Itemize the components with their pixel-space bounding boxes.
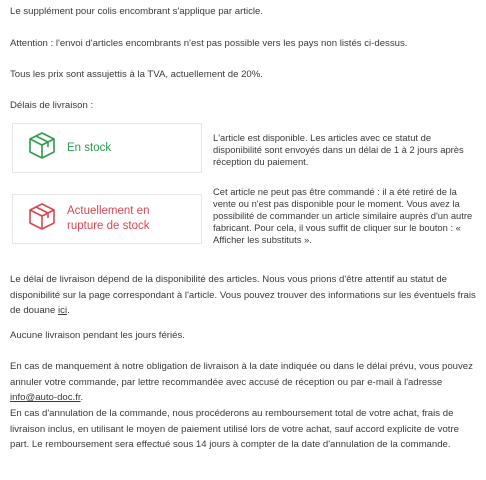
text-no-holidays: Aucune livraison pendant les jours fériés. [10,330,185,341]
status-desc-in-stock: L'article est disponible. Les articles avec ce statut de disponibilité sont envoyés dans un délai de 1 à 2 jours après réception du paiement. [213,132,464,167]
text-cancellation: En cas de manquement à notre obligation de livraison à la date indiquée ou dans le délai prévu, vous pouvez annuler votre commande, par lettre recommandée avec accusé de réception ou par e-mail à l'adresse info@auto-doc.fr. [10,361,473,403]
status-in-stock-box [12,123,202,173]
email-link[interactable]: info@auto-doc.fr [10,392,81,403]
box-icon [27,201,57,237]
text-delivery-times-heading: Délais de livraison : [10,100,94,111]
status-desc-out-of-stock: Cet article ne peut pas être commandé : il a été retiré de la vente ou n'est pas disponible pour le moment. Vous avez la possibilité de commander un article similaire auprès d'un autre fabricant. Pour cela, il vous suffit de cliquer sur le bouton : « Afficher les substituts ». [213,186,473,245]
customs-link[interactable]: ici [58,305,68,316]
text-vat: Tous les prix sont assujettis à la TVA, actuellement de 20%. [10,69,263,80]
box-icon [27,130,57,166]
status-label-in-stock: En stock [67,141,112,154]
status-label-out-of-stock: Actuellement en rupture de stock [67,205,150,232]
text-bulky-supplement: Le supplément pour colis encombrant s'applique par article. [10,6,264,17]
text-bulky-warning: Attention : l'envoi d'articles encombrants n'est pas possible vers les pays non listés ci-dessus. [10,38,408,49]
status-out-of-stock-box [12,194,202,244]
text-refund: En cas d'annulation de la commande, nous procéderons au remboursement total de votre achat, frais de livraison inclus, en utilisant le moyen de paiement utilisé lors de votre achat, sauf accord explicite de votre part. Le remboursement sera effectué sous 14 jours à compter de la date d'annulation de la commande. [10,408,460,450]
text-delivery-depends: Le délai de livraison dépend de la disponibilité des articles. Nous vous prions d'être attentif au statut de disponibilité sur la page correspondant à l'article. Vous pouvez trouver des informations sur les éventuels frais de douane ici. [10,274,476,316]
